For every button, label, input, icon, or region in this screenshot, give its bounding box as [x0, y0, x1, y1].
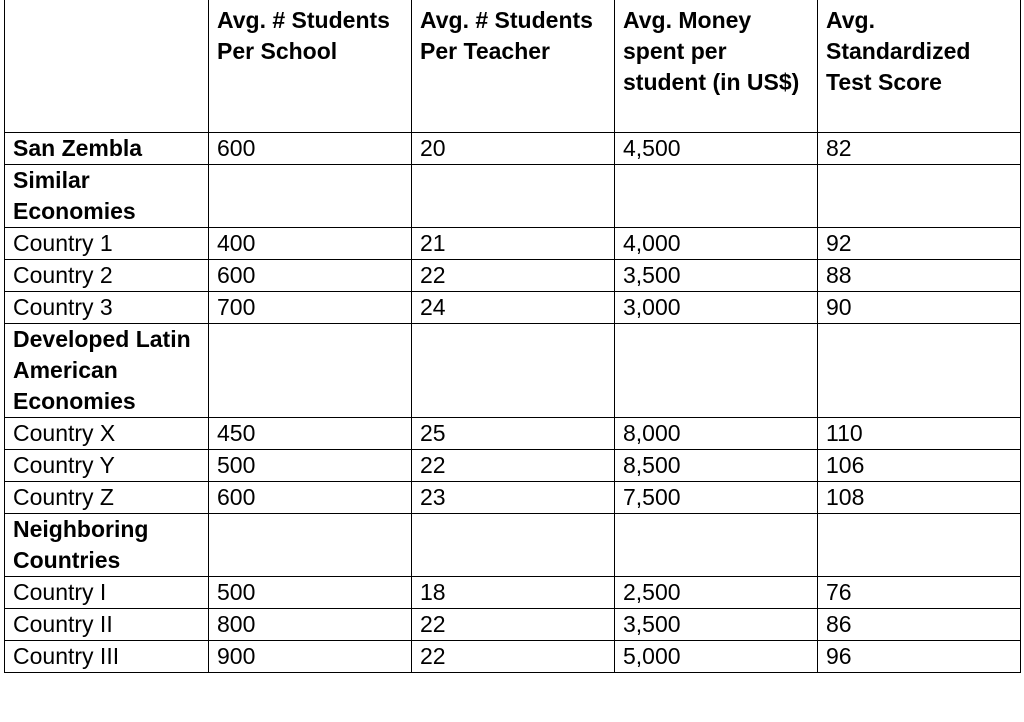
cell-money-per-student: 4,500: [615, 133, 818, 165]
cell-money-per-student: 3,000: [615, 292, 818, 324]
cell-students-per-school: 500: [209, 450, 412, 482]
table-row: [5, 641, 1021, 673]
cell-students-per-school: 800: [209, 609, 412, 641]
table-section-row: [5, 324, 1021, 418]
cell-money-per-student: 4,000: [615, 228, 818, 260]
cell-test-score: 90: [818, 292, 1021, 324]
header-cell-students-per-teacher: Avg. # Students Per Teacher: [412, 0, 615, 133]
row-label: Country II: [5, 609, 209, 641]
cell-students-per-teacher: 21: [412, 228, 615, 260]
section-label: Neighboring Countries: [5, 514, 209, 577]
cell-money-per-student: [615, 324, 818, 418]
cell-money-per-student: 3,500: [615, 260, 818, 292]
cell-test-score: 92: [818, 228, 1021, 260]
cell-students-per-teacher: [412, 514, 615, 577]
cell-money-per-student: 5,000: [615, 641, 818, 673]
header-cell-corner: [5, 0, 209, 133]
cell-students-per-teacher: 18: [412, 577, 615, 609]
cell-students-per-teacher: [412, 165, 615, 228]
table-row: [5, 418, 1021, 450]
header-cell-test-score: Avg. Standardized Test Score: [818, 0, 1021, 133]
cell-students-per-teacher: 22: [412, 641, 615, 673]
cell-students-per-teacher: 25: [412, 418, 615, 450]
cell-money-per-student: 8,000: [615, 418, 818, 450]
table-section-row: [5, 133, 1021, 165]
section-label: San Zembla: [5, 133, 209, 165]
cell-students-per-teacher: 20: [412, 133, 615, 165]
cell-students-per-school: 450: [209, 418, 412, 450]
cell-test-score: 106: [818, 450, 1021, 482]
table-row: [5, 228, 1021, 260]
row-label: Country III: [5, 641, 209, 673]
table-row: [5, 450, 1021, 482]
cell-students-per-school: [209, 165, 412, 228]
cell-students-per-school: 500: [209, 577, 412, 609]
cell-money-per-student: [615, 165, 818, 228]
cell-students-per-teacher: [412, 324, 615, 418]
cell-students-per-teacher: 24: [412, 292, 615, 324]
cell-students-per-teacher: 22: [412, 260, 615, 292]
cell-money-per-student: 2,500: [615, 577, 818, 609]
row-label: Country Y: [5, 450, 209, 482]
cell-test-score: 110: [818, 418, 1021, 450]
row-label: Country I: [5, 577, 209, 609]
table-row: [5, 292, 1021, 324]
row-label: Country 1: [5, 228, 209, 260]
cell-students-per-school: 900: [209, 641, 412, 673]
row-label: Country 2: [5, 260, 209, 292]
header-cell-students-per-school: Avg. # Students Per School: [209, 0, 412, 133]
cell-test-score: [818, 514, 1021, 577]
cell-test-score: 86: [818, 609, 1021, 641]
table-section-row: [5, 165, 1021, 228]
cell-money-per-student: 3,500: [615, 609, 818, 641]
table-body: [5, 133, 1021, 673]
table-section-row: [5, 514, 1021, 577]
cell-students-per-teacher: 23: [412, 482, 615, 514]
cell-students-per-school: [209, 324, 412, 418]
cell-test-score: [818, 324, 1021, 418]
data-table: [4, 0, 1021, 673]
cell-students-per-school: 600: [209, 133, 412, 165]
cell-test-score: [818, 165, 1021, 228]
cell-students-per-school: 600: [209, 482, 412, 514]
row-label: Country X: [5, 418, 209, 450]
section-label: Similar Economies: [5, 165, 209, 228]
cell-test-score: 88: [818, 260, 1021, 292]
cell-test-score: 108: [818, 482, 1021, 514]
cell-money-per-student: 8,500: [615, 450, 818, 482]
cell-money-per-student: 7,500: [615, 482, 818, 514]
row-label: Country 3: [5, 292, 209, 324]
cell-students-per-school: [209, 514, 412, 577]
table-row: [5, 482, 1021, 514]
cell-money-per-student: [615, 514, 818, 577]
cell-students-per-school: 600: [209, 260, 412, 292]
cell-students-per-teacher: 22: [412, 450, 615, 482]
table-row: [5, 260, 1021, 292]
cell-students-per-school: 400: [209, 228, 412, 260]
section-label: Developed Latin American Economies: [5, 324, 209, 418]
table-row: [5, 609, 1021, 641]
cell-students-per-school: 700: [209, 292, 412, 324]
row-label: Country Z: [5, 482, 209, 514]
data-table-container: [4, 0, 1020, 673]
header-cell-money-per-student: Avg. Money spent per student (in US$): [615, 0, 818, 133]
cell-test-score: 82: [818, 133, 1021, 165]
cell-test-score: 96: [818, 641, 1021, 673]
table-header-row: [5, 0, 1021, 133]
table-row: [5, 577, 1021, 609]
cell-test-score: 76: [818, 577, 1021, 609]
cell-students-per-teacher: 22: [412, 609, 615, 641]
